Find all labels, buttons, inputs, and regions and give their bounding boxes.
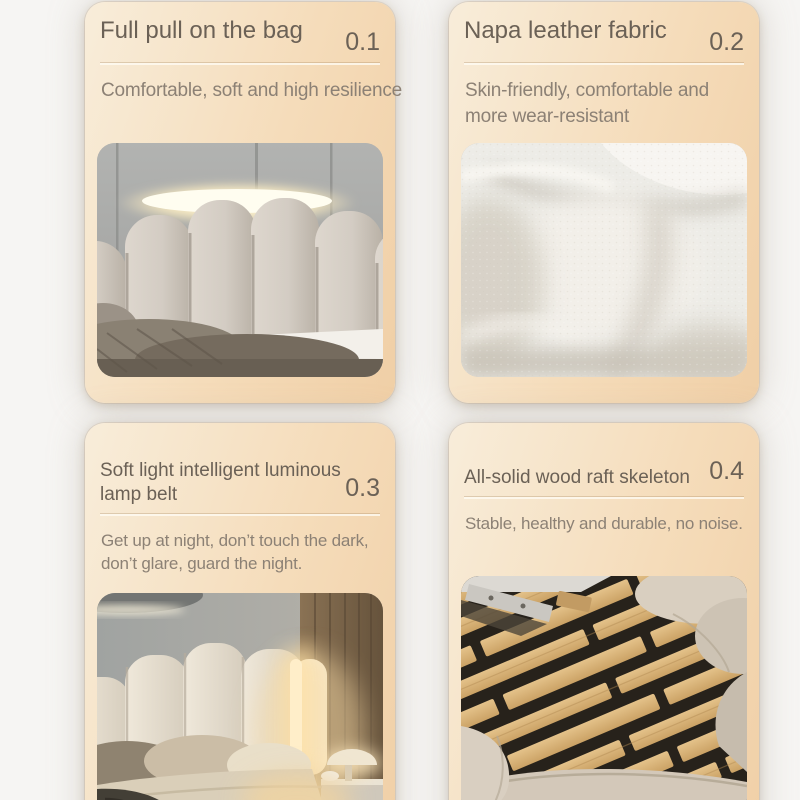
card-4-index-number: 0.4 [709,457,744,485]
card-2-header [449,2,759,56]
feature-card-2 [449,2,759,403]
card-1-description: Comfortable, soft and high resilience [101,80,402,101]
wood-slats-photo [461,576,747,800]
feature-card-3 [85,423,395,800]
lamp-belt-photo [97,593,383,800]
card-3-index-number: 0.3 [345,474,380,502]
card-1-title: Full pull on the bag [100,17,303,44]
card-1-header [85,2,395,56]
card-1-index-number: 0.1 [345,28,380,56]
card-4-title: All-solid wood raft skeleton [464,467,690,488]
card-2-description: Skin-friendly, comfortable and more wear-resistant [465,80,709,127]
card-3-title: Soft light intelligent luminous lamp belt [100,460,341,505]
card-2-index-number: 0.2 [709,28,744,56]
card-3-description: Get up at night, don’t touch the dark, don’t glare, guard the night. [101,531,369,573]
headboard-photo [97,143,383,377]
card-4-header [449,423,759,490]
card-2-title: Napa leather fabric [464,17,667,44]
feature-card-1 [85,2,402,403]
feature-card-4 [449,423,759,800]
card-3-header [85,423,395,507]
card-4-description: Stable, healthy and durable, no noise. [465,514,743,533]
leather-texture-photo [461,143,747,377]
